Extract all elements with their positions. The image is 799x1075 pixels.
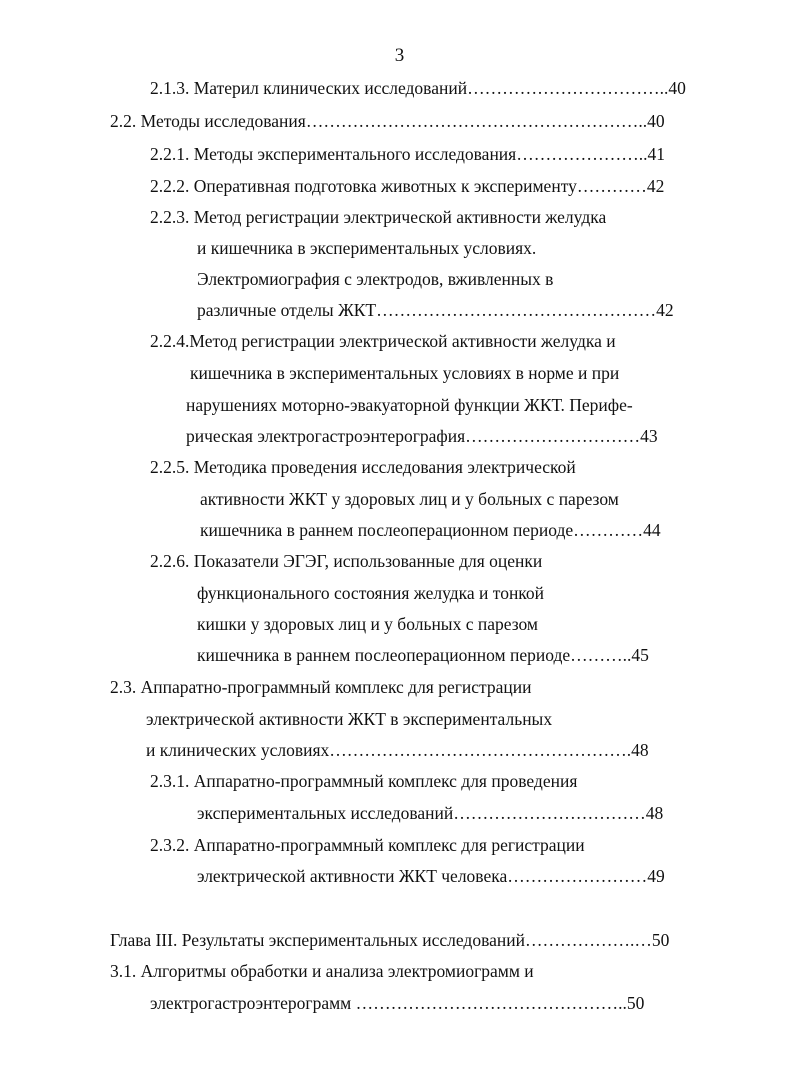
toc-entry-2-2-1: 2.2.1. Методы экспериментального исследования…………………..41 xyxy=(150,144,665,164)
toc-entry-2-3-1-line-2: экспериментальных исследований……………………………48 xyxy=(197,803,664,823)
toc-entry-2-3-line-3: и клинических условиях…………………………………………….48 xyxy=(146,740,649,760)
toc-entry-2-2-5-line-3: кишечника в раннем послеоперационном периоде…………44 xyxy=(200,520,661,540)
toc-entry-chapter-3: Глава III. Результаты экспериментальных исследований……………….…50 xyxy=(110,930,670,950)
toc-entry-2-2-5-line-2: активности ЖКТ у здоровых лиц и у больных с парезом xyxy=(200,489,619,509)
toc-entry-2-2-3-line-4: различные отделы ЖКТ…………………………………………42 xyxy=(197,300,674,320)
toc-entry-2-3-line-1: 2.3. Аппаратно-программный комплекс для регистрации xyxy=(110,677,532,697)
page-number: 3 xyxy=(394,45,405,66)
toc-entry-2-2-4-line-1: 2.2.4.Метод регистрации электрической активности желудка и xyxy=(150,331,616,351)
toc-entry-2-2-4-line-3: нарушениях моторно-эвакуаторной функции ЖКТ. Перифе- xyxy=(186,395,633,415)
toc-entry-2-2-3-line-1: 2.2.3. Метод регистрации электрической активности желудка xyxy=(150,207,607,227)
toc-entry-3-1-line-2: электрогастроэнтерограмм ………………………………………..50 xyxy=(150,993,645,1013)
toc-entry-2-2-4-line-2: кишечника в экспериментальных условиях в норме и при xyxy=(190,363,620,383)
toc-entry-2-3-2-line-2: электрической активности ЖКТ человека……………………49 xyxy=(197,866,665,886)
toc-entry-2-2-6-line-2: функционального состояния желудка и тонкой xyxy=(197,583,545,603)
toc-entry-2-2-6-line-4: кишечника в раннем послеоперационном периоде………..45 xyxy=(197,645,649,665)
toc-entry-2-2-3-line-3: Электромиография с электродов, вживленных в xyxy=(197,269,554,289)
toc-entry-2-3-1-line-1: 2.3.1. Аппаратно-программный комплекс для проведения xyxy=(150,771,578,791)
toc-entry-2-1-3: 2.1.3. Материл клинических исследований……………………………..40 xyxy=(150,78,686,98)
toc-entry-3-1-line-1: 3.1. Алгоритмы обработки и анализа электромиограмм и xyxy=(110,961,534,981)
toc-entry-2-3-2-line-1: 2.3.2. Аппаратно-программный комплекс для регистрации xyxy=(150,835,585,855)
toc-entry-2-2: 2.2. Методы исследования…………………………………………………..40 xyxy=(110,111,665,131)
toc-entry-2-2-5-line-1: 2.2.5. Методика проведения исследования электрической xyxy=(150,457,576,477)
toc-entry-2-2-4-line-4: рическая электрогастроэнтерография…………………………43 xyxy=(186,426,658,446)
toc-entry-2-2-6-line-3: кишки у здоровых лиц и у больных с парезом xyxy=(197,614,539,634)
toc-entry-2-2-2: 2.2.2. Оперативная подготовка животных к эксперименту…………42 xyxy=(150,176,665,196)
toc-entry-2-2-6-line-1: 2.2.6. Показатели ЭГЭГ, использованные для оценки xyxy=(150,551,543,571)
toc-entry-2-2-3-line-2: и кишечника в экспериментальных условиях. xyxy=(197,238,537,258)
toc-entry-2-3-line-2: электрической активности ЖКТ в экспериментальных xyxy=(146,709,553,729)
